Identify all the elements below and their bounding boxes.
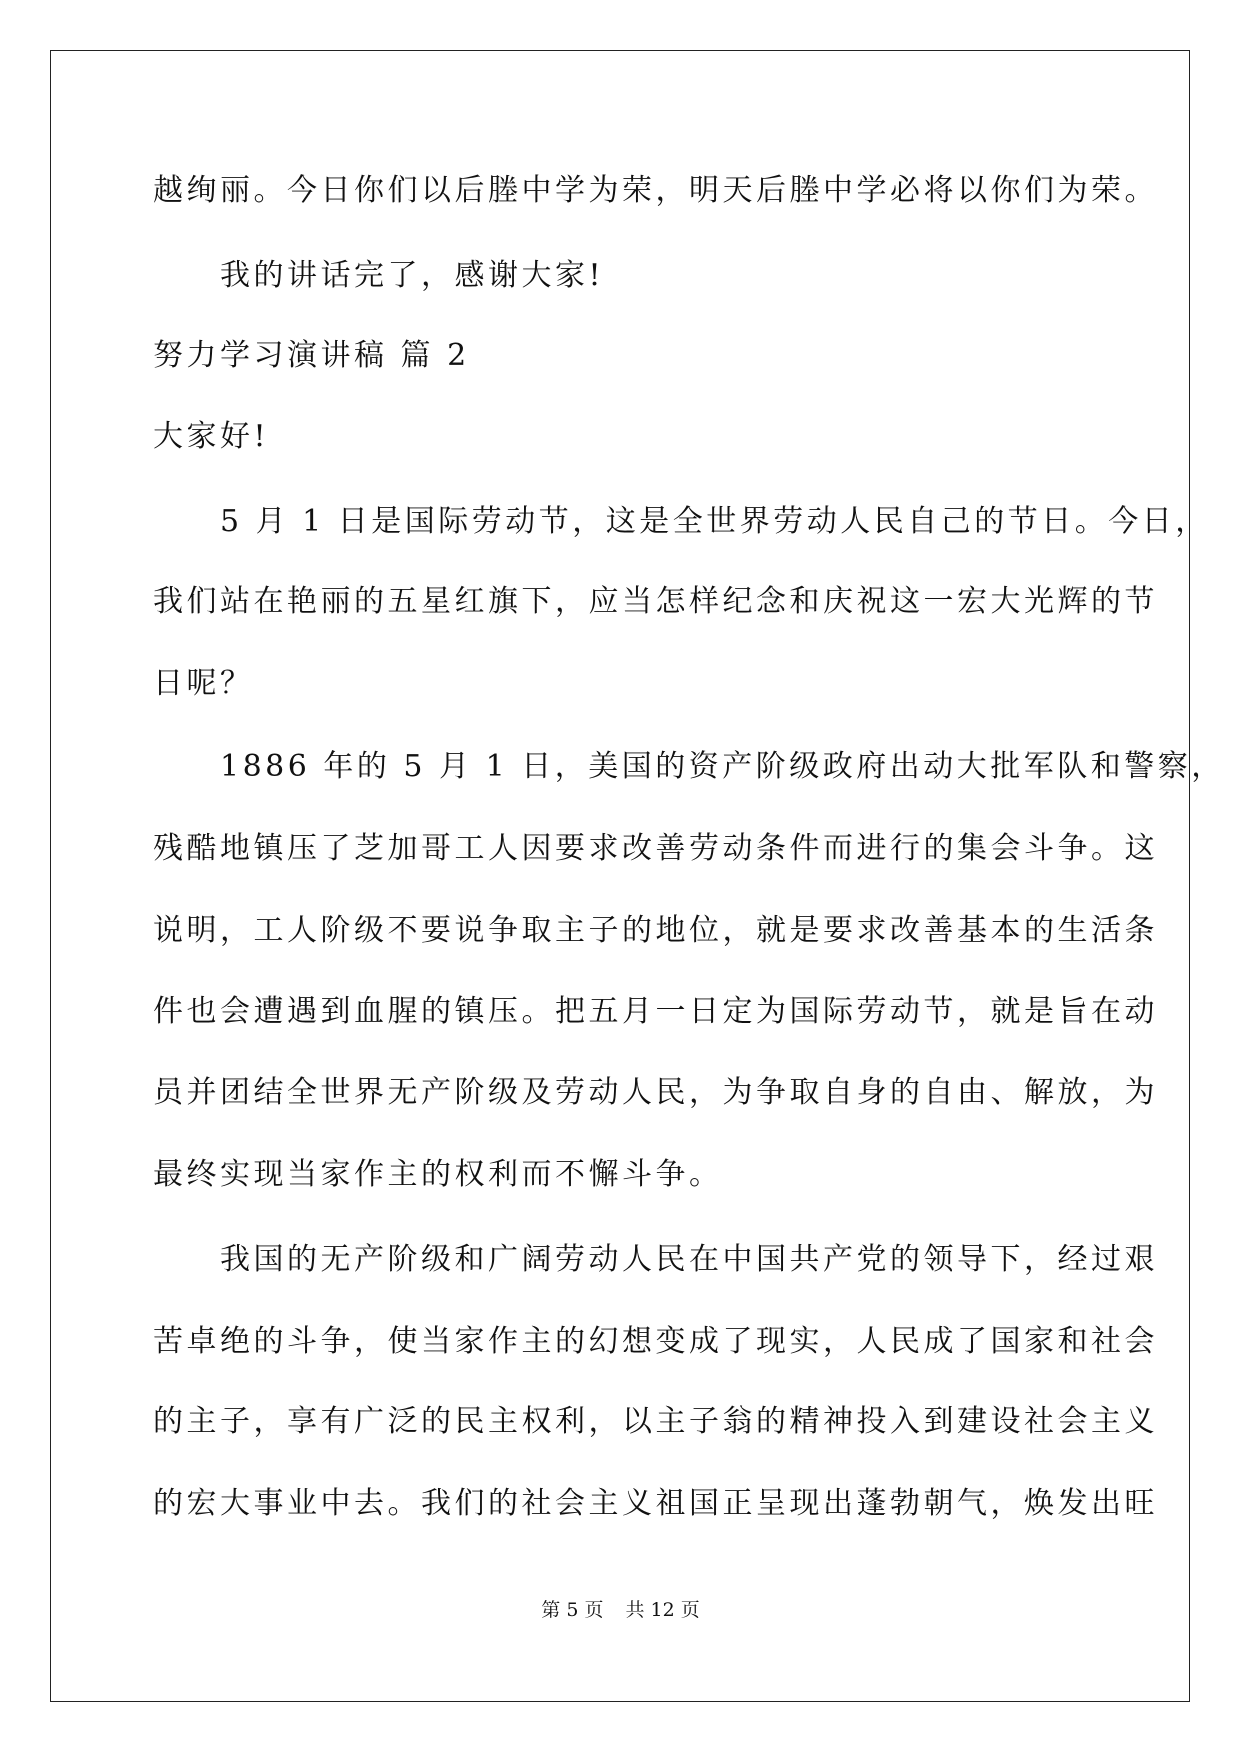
text-line: 件也会遭遇到血腥的镇压。把五月一日定为国际劳动节，就是旨在动 [153,994,1158,1029]
text-line: 我国的无产阶级和广阔劳动人民在中国共产党的领导下，经过艰 [153,1242,1158,1277]
text-line: 我们站在艳丽的五星红旗下，应当怎样纪念和庆祝这一宏大光辉的节 [153,584,1158,619]
text-line: 员并团结全世界无产阶级及劳动人民，为争取自身的自由、解放，为 [153,1075,1158,1110]
page-number: 第 5 页 [541,1599,604,1621]
text-line: 的主子，享有广泛的民主权利，以主子翁的精神投入到建设社会主义 [153,1404,1158,1439]
text-line: 残酷地镇压了芝加哥工人因要求改善劳动条件而进行的集会斗争。这 [153,831,1158,866]
text-line: 日呢？ [153,666,254,701]
section-heading: 努力学习演讲稿 篇 2 [153,338,470,373]
page-footer [0,1598,1241,1622]
page-frame [50,50,1190,1702]
text-line: 1886 年的 5 月 1 日，美国的资产阶级政府出动大批军队和警察， [153,749,1225,784]
page-total: 共 12 页 [625,1599,700,1621]
greeting-line: 大家好! [153,419,270,454]
text-line: 最终实现当家作主的权利而不懈斗争。 [153,1157,723,1192]
text-line: 5 月 1 日是国际劳动节，这是全世界劳动人民自己的节日。今日， [153,504,1209,539]
text-line: 说明，工人阶级不要说争取主子的地位，就是要求改善基本的生活条 [153,913,1158,948]
text-line: 苦卓绝的斗争，使当家作主的幻想变成了现实，人民成了国家和社会 [153,1324,1158,1359]
text-line: 越绚丽。今日你们以后塍中学为荣，明天后塍中学必将以你们为荣。 [153,173,1158,208]
text-line: 的宏大事业中去。我们的社会主义祖国正呈现出蓬勃朝气，焕发出旺 [153,1486,1158,1521]
text-line: 我的讲话完了，感谢大家! [153,258,605,293]
